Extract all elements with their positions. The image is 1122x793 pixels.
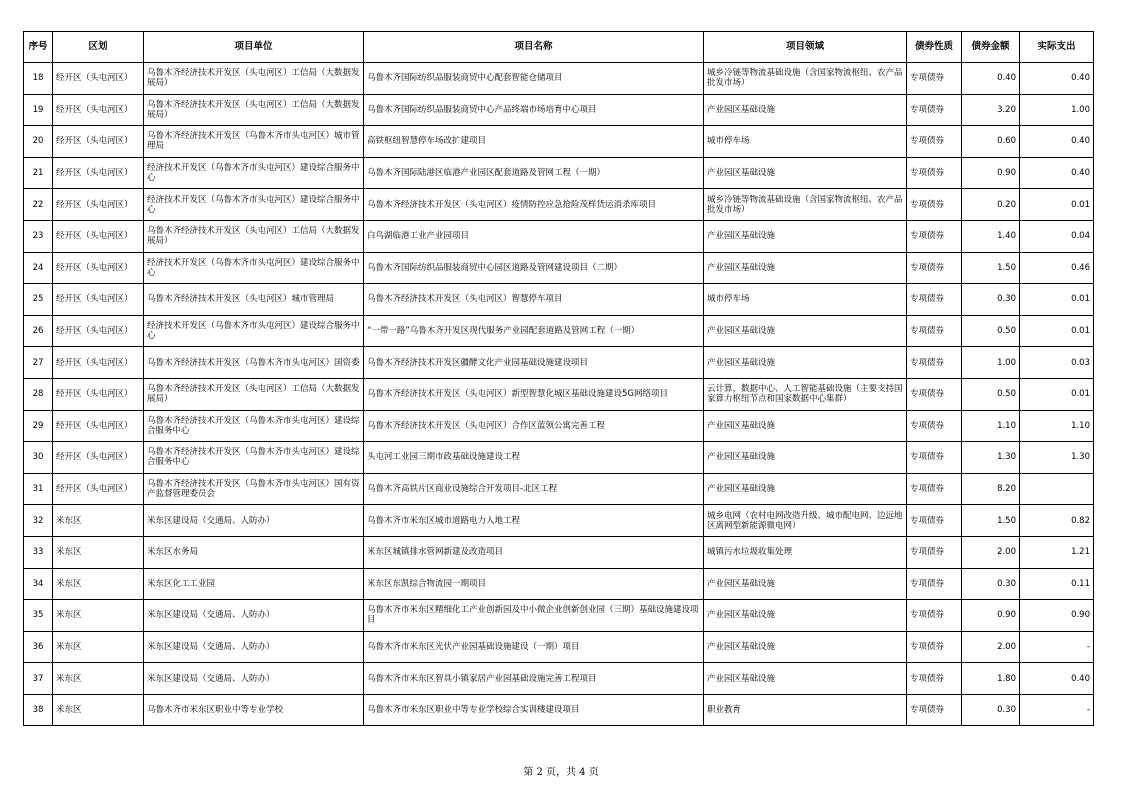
area-cell: 经开区（头屯河区） <box>53 284 144 316</box>
unit-cell: 乌鲁木齐经济技术开发区（乌鲁木齐市头屯河区）国资委 <box>144 347 364 379</box>
unit-cell: 经济技术开发区（乌鲁木齐市头屯河区）建设综合服务中心 <box>144 189 364 221</box>
project-name-cell: 高铁枢纽智慧停车场改扩建项目 <box>364 126 704 158</box>
table-row <box>24 220 1094 252</box>
bond-amount-cell: 1.50 <box>962 505 1020 537</box>
table-row <box>24 600 1094 632</box>
field-cell: 产业园区基础设施 <box>704 600 907 632</box>
bond-type-cell: 专项债券 <box>907 220 962 252</box>
area-cell: 经开区（头屯河区） <box>53 94 144 126</box>
field-cell: 产业园区基础设施 <box>704 631 907 663</box>
row-number: 23 <box>24 220 53 252</box>
actual-spent-cell: 0.40 <box>1020 663 1094 695</box>
bond-type-cell: 专项债券 <box>907 284 962 316</box>
header-no: 序号 <box>24 32 53 63</box>
field-cell: 云计算，数据中心、人工智能基础设施（主要支持国家算力枢纽节点和国家数据中心集群） <box>704 378 907 410</box>
unit-cell: 米东区建设局（交通局、人防办） <box>144 505 364 537</box>
row-number: 37 <box>24 663 53 695</box>
bond-type-cell: 专项债券 <box>907 315 962 347</box>
project-name-cell: 白鸟湖临港工业产业园项目 <box>364 220 704 252</box>
bond-amount-cell: 2.00 <box>962 631 1020 663</box>
table-row <box>24 157 1094 189</box>
header-actual-spent: 实际支出 <box>1020 32 1094 63</box>
unit-cell: 乌鲁木齐经济技术开发区（头屯河区）工信局（大数据发展局） <box>144 63 364 95</box>
unit-cell: 乌鲁木齐经济技术开发区（头屯河区）工信局（大数据发展局） <box>144 94 364 126</box>
row-number: 28 <box>24 378 53 410</box>
table-row <box>24 284 1094 316</box>
area-cell: 经开区（头屯河区） <box>53 347 144 379</box>
actual-spent-cell: 0.03 <box>1020 347 1094 379</box>
field-cell: 城乡电网（农村电网改造升级、城市配电网、边远地区离网型新能源微电网） <box>704 505 907 537</box>
header-bond-amount: 债券金额 <box>962 32 1020 63</box>
area-cell: 经开区（头屯河区） <box>53 252 144 284</box>
row-number: 20 <box>24 126 53 158</box>
actual-spent-cell: 1.10 <box>1020 410 1094 442</box>
bond-type-cell: 专项债券 <box>907 473 962 505</box>
table-row <box>24 378 1094 410</box>
bond-amount-cell: 0.50 <box>962 315 1020 347</box>
bond-type-cell: 专项债券 <box>907 347 962 379</box>
area-cell: 米东区 <box>53 505 144 537</box>
project-name-cell: 乌鲁木齐市米东区城市道路电力入地工程 <box>364 505 704 537</box>
project-name-cell: 乌鲁木齐市米东区职业中等专业学校综合实训楼建设项目 <box>364 694 704 726</box>
bond-type-cell: 专项债券 <box>907 536 962 568</box>
area-cell: 经开区（头屯河区） <box>53 63 144 95</box>
bond-type-cell: 专项债券 <box>907 126 962 158</box>
field-cell: 产业园区基础设施 <box>704 442 907 474</box>
project-name-cell: 乌鲁木齐市米东区精细化工产业创新园及中小微企业创新创业园（三期）基础设施建设项目 <box>364 600 704 632</box>
row-number: 30 <box>24 442 53 474</box>
field-cell: 产业园区基础设施 <box>704 410 907 442</box>
unit-cell: 乌鲁木齐经济技术开发区（乌鲁木齐市头屯河区）城市管理局 <box>144 126 364 158</box>
field-cell: 产业园区基础设施 <box>704 347 907 379</box>
project-name-cell: 乌鲁木齐市米东区光伏产业园基础设施建设（一期）项目 <box>364 631 704 663</box>
project-name-cell: 乌鲁木齐国际纺织品服装商贸中心产品终端市场培育中心项目 <box>364 94 704 126</box>
bond-type-cell: 专项债券 <box>907 157 962 189</box>
field-cell: 城镇污水垃圾收集处理 <box>704 536 907 568</box>
project-name-cell: 乌鲁木齐经济技术开发区疆酵文化产业园基础设施建设项目 <box>364 347 704 379</box>
bond-amount-cell: 1.10 <box>962 410 1020 442</box>
unit-cell: 经济技术开发区（乌鲁木齐市头屯河区）建设综合服务中心 <box>144 252 364 284</box>
field-cell: 城乡冷链等物流基础设施（含国家物流枢纽、农产品批发市场） <box>704 189 907 221</box>
header-unit: 项目单位 <box>144 32 364 63</box>
bond-amount-cell: 8.20 <box>962 473 1020 505</box>
area-cell: 米东区 <box>53 663 144 695</box>
field-cell: 产业园区基础设施 <box>704 568 907 600</box>
area-cell: 米东区 <box>53 694 144 726</box>
table-row <box>24 536 1094 568</box>
project-name-cell: 米东区东凯综合物流园一期项目 <box>364 568 704 600</box>
unit-cell: 经济技术开发区（乌鲁木齐市头屯河区）建设综合服务中心 <box>144 157 364 189</box>
bond-amount-cell: 2.00 <box>962 536 1020 568</box>
bond-type-cell: 专项债券 <box>907 189 962 221</box>
bond-type-cell: 专项债券 <box>907 410 962 442</box>
project-name-cell: 乌鲁木齐国际纺织品服装商贸中心园区道路及管网建设项目（二期） <box>364 252 704 284</box>
row-number: 27 <box>24 347 53 379</box>
actual-spent-cell: 0.40 <box>1020 126 1094 158</box>
unit-cell: 米东区水务局 <box>144 536 364 568</box>
bond-amount-cell: 0.20 <box>962 189 1020 221</box>
field-cell: 产业园区基础设施 <box>704 315 907 347</box>
bond-type-cell: 专项债券 <box>907 663 962 695</box>
actual-spent-cell: 1.00 <box>1020 94 1094 126</box>
actual-spent-cell: 0.01 <box>1020 189 1094 221</box>
area-cell: 经开区（头屯河区） <box>53 220 144 252</box>
row-number: 24 <box>24 252 53 284</box>
bond-type-cell: 专项债券 <box>907 94 962 126</box>
bond-amount-cell: 0.90 <box>962 157 1020 189</box>
row-number: 19 <box>24 94 53 126</box>
actual-spent-cell: 1.30 <box>1020 442 1094 474</box>
row-number: 22 <box>24 189 53 221</box>
project-name-cell: 乌鲁木齐经济技术开发区（头屯河区）新型智慧化城区基础设施建设5G网络项目 <box>364 378 704 410</box>
actual-spent-cell: 0.46 <box>1020 252 1094 284</box>
header-field: 项目领域 <box>704 32 907 63</box>
actual-spent-cell: 0.90 <box>1020 600 1094 632</box>
table-header-row <box>24 32 1094 63</box>
bond-amount-cell: 1.50 <box>962 252 1020 284</box>
bond-type-cell: 专项债券 <box>907 694 962 726</box>
area-cell: 经开区（头屯河区） <box>53 189 144 221</box>
project-name-cell: 乌鲁木齐经济技术开发区（头屯河区）合作区蓝领公寓完善工程 <box>364 410 704 442</box>
project-name-cell: 乌鲁木齐经济技术开发区（头屯河区）智慧停车项目 <box>364 284 704 316</box>
bond-amount-cell: 1.00 <box>962 347 1020 379</box>
row-number: 18 <box>24 63 53 95</box>
unit-cell: 经济技术开发区（乌鲁木齐市头屯河区）建设综合服务中心 <box>144 315 364 347</box>
actual-spent-cell <box>1020 473 1094 505</box>
bond-type-cell: 专项债券 <box>907 505 962 537</box>
area-cell: 经开区（头屯河区） <box>53 442 144 474</box>
area-cell: 经开区（头屯河区） <box>53 473 144 505</box>
row-number: 25 <box>24 284 53 316</box>
actual-spent-cell: 0.40 <box>1020 63 1094 95</box>
table-row <box>24 347 1094 379</box>
bond-amount-cell: 0.50 <box>962 378 1020 410</box>
unit-cell: 米东区化工工业园 <box>144 568 364 600</box>
bond-type-cell: 专项债券 <box>907 631 962 663</box>
table-row <box>24 505 1094 537</box>
field-cell: 城乡冷链等物流基础设施（含国家物流枢纽、农产品批发市场） <box>704 63 907 95</box>
project-name-cell: 乌鲁木齐高铁片区商业设施综合开发项目-北区工程 <box>364 473 704 505</box>
row-number: 21 <box>24 157 53 189</box>
actual-spent-cell: 0.01 <box>1020 284 1094 316</box>
unit-cell: 乌鲁木齐经济技术开发区（头屯河区）城市管理局 <box>144 284 364 316</box>
project-name-cell: 乌鲁木齐国际纺织品服装商贸中心配套智能仓储项目 <box>364 63 704 95</box>
project-name-cell: 米东区城镇排水管网新建及改造项目 <box>364 536 704 568</box>
field-cell: 产业园区基础设施 <box>704 220 907 252</box>
actual-spent-cell: 0.82 <box>1020 505 1094 537</box>
row-number: 31 <box>24 473 53 505</box>
bond-table-sheet <box>23 31 1093 726</box>
row-number: 29 <box>24 410 53 442</box>
area-cell: 经开区（头屯河区） <box>53 157 144 189</box>
table-row <box>24 568 1094 600</box>
area-cell: 经开区（头屯河区） <box>53 410 144 442</box>
table-row <box>24 126 1094 158</box>
row-number: 34 <box>24 568 53 600</box>
unit-cell: 米东区建设局（交通局、人防办） <box>144 663 364 695</box>
unit-cell: 乌鲁木齐经济技术开发区（乌鲁木齐市头屯河区）建设综合服务中心 <box>144 442 364 474</box>
bond-amount-cell: 1.80 <box>962 663 1020 695</box>
unit-cell: 米东区建设局（交通局、人防办） <box>144 600 364 632</box>
table-row <box>24 94 1094 126</box>
field-cell: 产业园区基础设施 <box>704 157 907 189</box>
table-row <box>24 315 1094 347</box>
bond-amount-cell: 0.60 <box>962 126 1020 158</box>
area-cell: 米东区 <box>53 568 144 600</box>
header-bond-type: 债券性质 <box>907 32 962 63</box>
row-number: 33 <box>24 536 53 568</box>
field-cell: 城市停车场 <box>704 126 907 158</box>
bond-type-cell: 专项债券 <box>907 378 962 410</box>
bond-amount-cell: 1.40 <box>962 220 1020 252</box>
bond-amount-cell: 0.30 <box>962 568 1020 600</box>
header-project-name: 项目名称 <box>364 32 704 63</box>
area-cell: 经开区（头屯河区） <box>53 378 144 410</box>
table-row <box>24 473 1094 505</box>
bond-amount-cell: 0.30 <box>962 694 1020 726</box>
row-number: 35 <box>24 600 53 632</box>
project-name-cell: 乌鲁木齐经济技术开发区（头屯河区）疫情防控应急抢险茂样货运消杀库项目 <box>364 189 704 221</box>
field-cell: 产业园区基础设施 <box>704 252 907 284</box>
bond-type-cell: 专项债券 <box>907 63 962 95</box>
bond-type-cell: 专项债券 <box>907 442 962 474</box>
bond-amount-cell: 0.90 <box>962 600 1020 632</box>
bond-type-cell: 专项债券 <box>907 568 962 600</box>
bond-amount-cell: 0.40 <box>962 63 1020 95</box>
unit-cell: 米东区建设局（交通局、人防办） <box>144 631 364 663</box>
bond-amount-cell: 1.30 <box>962 442 1020 474</box>
actual-spent-cell: 0.11 <box>1020 568 1094 600</box>
field-cell: 产业园区基础设施 <box>704 94 907 126</box>
project-name-cell: 头屯河工业园三期市政基础设施建设工程 <box>364 442 704 474</box>
table-row <box>24 410 1094 442</box>
row-number: 32 <box>24 505 53 537</box>
table-row <box>24 63 1094 95</box>
field-cell: 产业园区基础设施 <box>704 663 907 695</box>
project-name-cell: 乌鲁木齐国际陆港区临港产业园区配套道路及管网工程（一期） <box>364 157 704 189</box>
row-number: 36 <box>24 631 53 663</box>
actual-spent-cell: - <box>1020 631 1094 663</box>
actual-spent-cell: 0.40 <box>1020 157 1094 189</box>
table-row <box>24 442 1094 474</box>
field-cell: 产业园区基础设施 <box>704 473 907 505</box>
area-cell: 米东区 <box>53 600 144 632</box>
area-cell: 米东区 <box>53 536 144 568</box>
actual-spent-cell: - <box>1020 694 1094 726</box>
unit-cell: 乌鲁木齐经济技术开发区（头屯河区）工信局（大数据发展局） <box>144 220 364 252</box>
unit-cell: 乌鲁木齐市米东区职业中等专业学校 <box>144 694 364 726</box>
area-cell: 经开区（头屯河区） <box>53 315 144 347</box>
table-row <box>24 252 1094 284</box>
actual-spent-cell: 0.01 <box>1020 315 1094 347</box>
header-area: 区划 <box>53 32 144 63</box>
project-name-cell: “一带一路”乌鲁木齐开发区现代服务产业园配套道路及管网工程（一期） <box>364 315 704 347</box>
row-number: 26 <box>24 315 53 347</box>
table-row <box>24 694 1094 726</box>
actual-spent-cell: 0.01 <box>1020 378 1094 410</box>
bond-type-cell: 专项债券 <box>907 252 962 284</box>
field-cell: 城市停车场 <box>704 284 907 316</box>
bond-amount-cell: 0.30 <box>962 284 1020 316</box>
table-row <box>24 631 1094 663</box>
field-cell: 职业教育 <box>704 694 907 726</box>
actual-spent-cell: 0.04 <box>1020 220 1094 252</box>
bond-amount-cell: 3.20 <box>962 94 1020 126</box>
area-cell: 经开区（头屯河区） <box>53 126 144 158</box>
unit-cell: 乌鲁木齐经济技术开发区（乌鲁木齐市头屯河区）建设综合服务中心 <box>144 410 364 442</box>
project-name-cell: 乌鲁木齐市米东区智具小镇家居产业园基础设施完善工程项目 <box>364 663 704 695</box>
table-row <box>24 663 1094 695</box>
unit-cell: 乌鲁木齐经济技术开发区（头屯河区）工信局（大数据发展局） <box>144 378 364 410</box>
bond-projects-table <box>23 31 1094 726</box>
unit-cell: 乌鲁木齐经济技术开发区（乌鲁木齐市头屯河区）国有资产监督管理委员会 <box>144 473 364 505</box>
table-row <box>24 189 1094 221</box>
table-body <box>24 63 1094 726</box>
actual-spent-cell: 1.21 <box>1020 536 1094 568</box>
page-footer: 第 2 页，共 4 页 <box>523 767 599 778</box>
bond-type-cell: 专项债券 <box>907 600 962 632</box>
row-number: 38 <box>24 694 53 726</box>
area-cell: 米东区 <box>53 631 144 663</box>
